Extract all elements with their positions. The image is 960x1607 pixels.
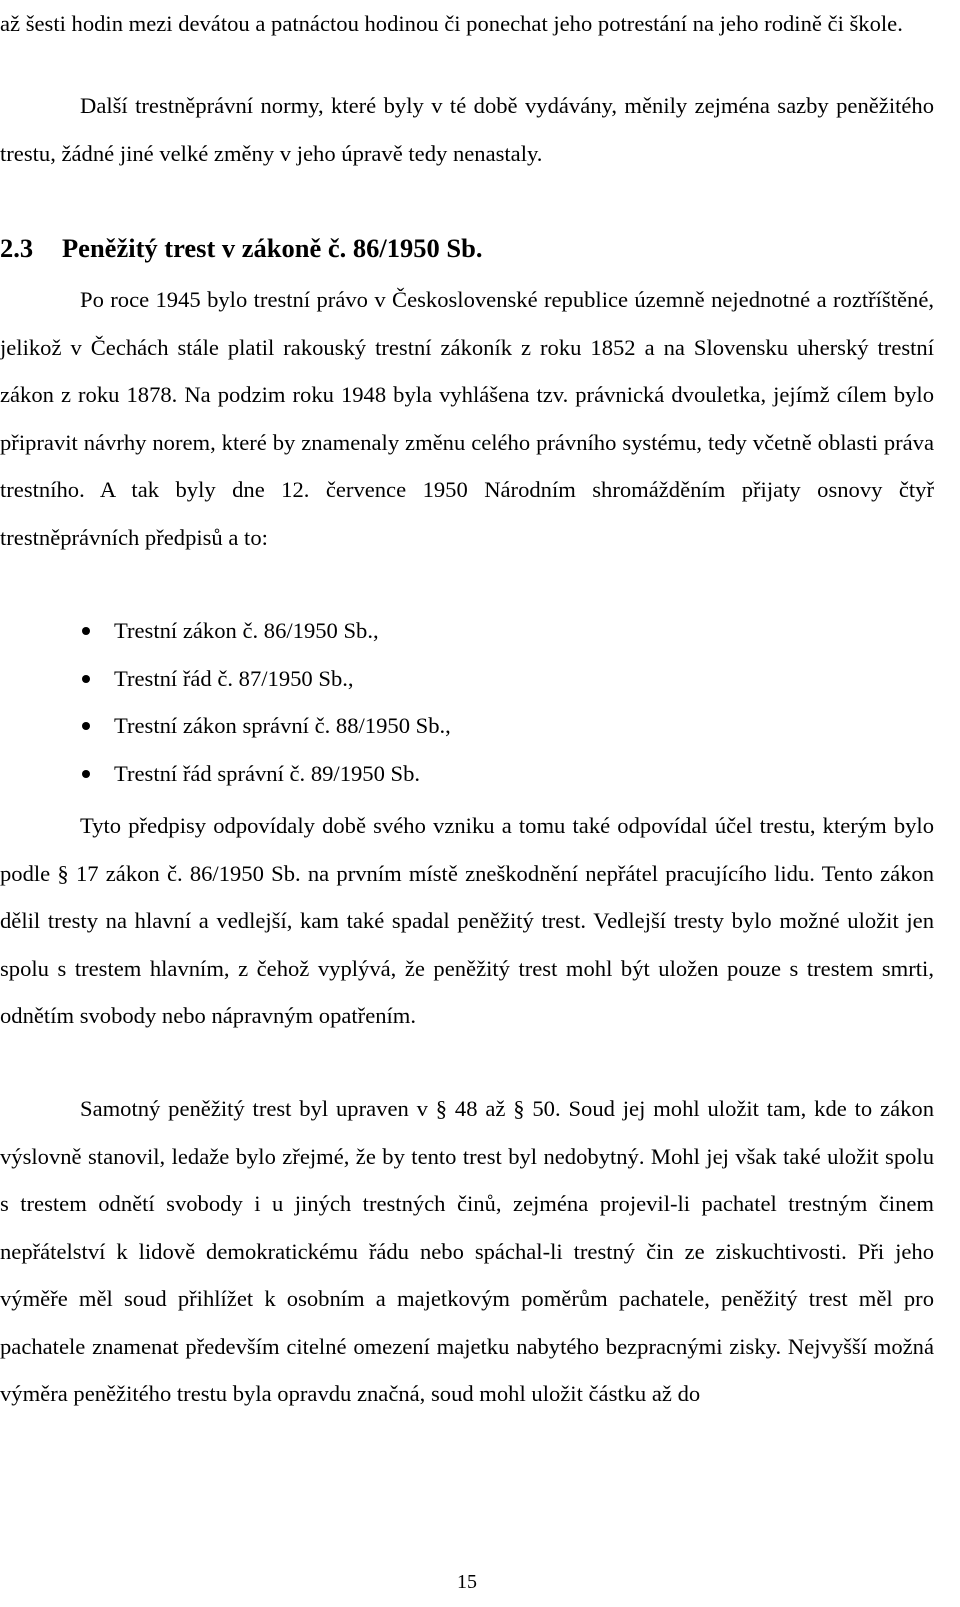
section-heading [0, 228, 483, 268]
paragraph-intro: Po roce 1945 bylo trestní právo v Československé republice územně nejednotné a roztříštěné, jelikož v Čechách stále platil rakouský trestní zákoník z roku 1852 a na Slovensku uherský trestní zákon z roku 1878. Na podzim roku 1948 byla vyhlášena tzv. právnická dvouletka, jejímž cílem bylo připravit návrhy norem, které by znamenaly změnu celého právního systému, tedy včetně oblasti práva trestního. A tak byly dne 12. července 1950 Národním shromážděním přijaty osnovy čtyř trestněprávních předpisů a to: [0, 287, 934, 550]
list-item [0, 655, 451, 703]
list-item [0, 702, 451, 750]
bullet-dot-icon [82, 627, 90, 635]
bullet-dot-icon [82, 770, 90, 778]
list-item [0, 750, 451, 798]
list-item-text: Trestní řád č. 87/1950 Sb., [114, 665, 354, 691]
bullet-dot-icon [82, 675, 90, 683]
statute-list [0, 607, 451, 797]
section-title: Peněžitý trest v zákoně č. 86/1950 Sb. [62, 233, 483, 263]
page-number: 15 [457, 1571, 477, 1593]
list-item-text: Trestní zákon správní č. 88/1950 Sb., [114, 713, 451, 738]
paragraph-continuation: až šesti hodin mezi devátou a patnáctou hodinou či ponechat jeho potrestání na jeho rodině či škole. [0, 11, 903, 36]
paragraph-purpose: Tyto předpisy odpovídaly době svého vzniku a tomu také odpovídal účel trestu, kterým bylo podle § 17 zákon č. 86/1950 Sb. na prvním místě zneškodnění nepřátel pracujícího lidu. Tento zákon dělil tresty na hlavní a vedlejší, kam také spadal peněžitý trest. Vedlejší tresty bylo možné uložit jen spolu s trestem hlavním, z čehož vyplývá, že peněžitý trest mohl být uložen pouze s trestem smrti, odnětím svobody nebo nápravným opatřením. [0, 813, 934, 1028]
paragraph-regulation: Samotný peněžitý trest byl upraven v § 48 až § 50. Soud jej mohl uložit tam, kde to zákon výslovně stanovil, ledaže bylo zřejmé, že by tento trest byl nedobytný. Mohl jej však také uložit spolu s trestem odnětí svobody i u jiných trestných činů, zejména projevil-li pachatel trestným činem nepřátelství k lidově demokratickému řádu nebo spáchal-li trestný čin ze ziskuchtivosti. Při jeho výměře měl soud přihlížet k osobním a majetkovým poměrům pachatele, peněžitý trest měl pro pachatele znamenat především citelné omezení majetku nabytého bezpracnými zisky. Nejvyšší možná výměra peněžitého trestu byla opravdu značná, soud mohl uložit částku až do [0, 1096, 934, 1406]
list-item-text: Trestní zákon č. 86/1950 Sb., [114, 618, 379, 643]
list-item [0, 607, 451, 655]
list-item-text: Trestní řád správní č. 89/1950 Sb. [114, 760, 421, 786]
paragraph-other-norms: Další trestněprávní normy, které byly v té době vydávány, měnily zejména sazby peněžitého trestu, žádné jiné velké změny v jeho úpravě tedy nenastaly. [0, 93, 934, 166]
section-number: 2.3 [0, 233, 34, 263]
bullet-dot-icon [82, 722, 90, 730]
